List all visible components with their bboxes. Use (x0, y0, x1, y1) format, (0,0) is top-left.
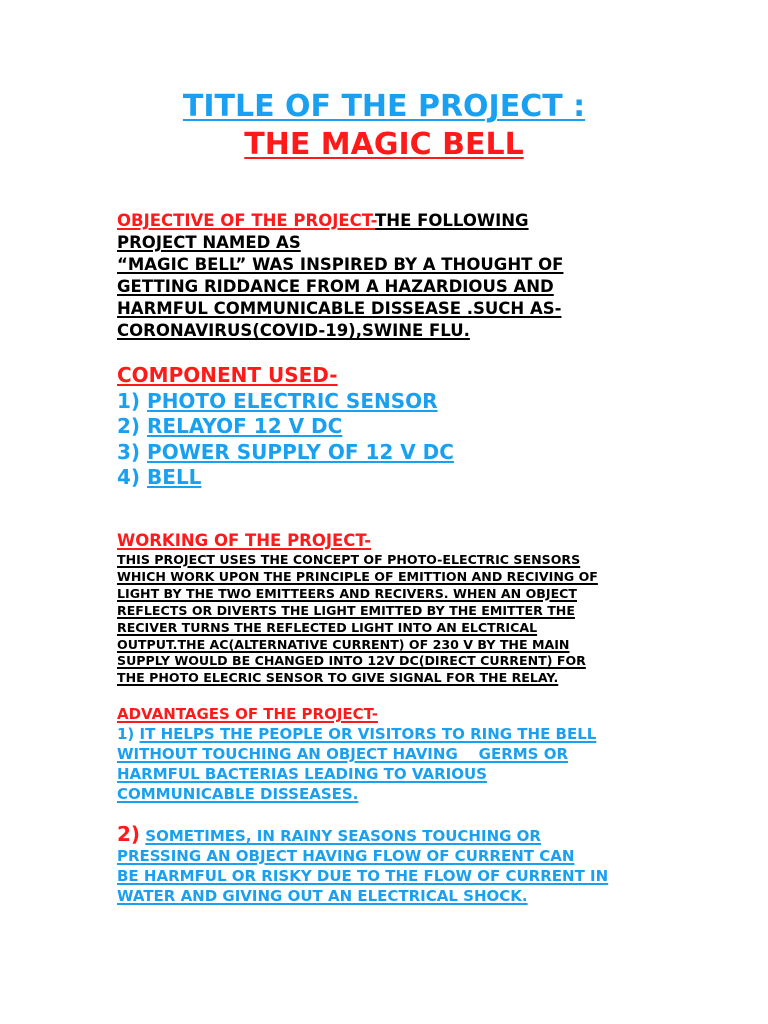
components-heading: COMPONENT USED- (117, 363, 338, 387)
working-text-line: RECIVER TURNS THE REFLECTED LIGHT INTO AN ELCTRICAL (117, 619, 538, 635)
component-item (117, 414, 748, 440)
component-item (117, 465, 748, 491)
advantages-section (117, 704, 748, 804)
working-text-line: LIGHT BY THE TWO EMITTEERS AND RECIVERS. WHEN AN OBJECT (117, 585, 578, 601)
working-text-line: REFLECTS OR DIVERTS THE LIGHT EMITTED BY THE EMITTER THE (117, 602, 575, 618)
working-heading: WORKING OF THE PROJECT- (117, 531, 372, 550)
working-text-line: SUPPLY WOULD BE CHANGED INTO 12V DC(DIRECT CURRENT) FOR (117, 653, 586, 669)
advantage-number: 2) (117, 822, 141, 846)
component-label: BELL (147, 465, 202, 489)
working-text-line: THIS PROJECT USES THE CONCEPT OF PHOTO-ELECTRIC SENSORS (117, 552, 581, 567)
objective-section (117, 210, 748, 342)
advantage-text-line: PRESSING AN OBJECT HAVING FLOW OF CURRENT CAN (117, 847, 575, 865)
objective-text-line: HARMFUL COMMUNICABLE DISSEASE .SUCH AS- (117, 299, 562, 318)
advantage-text-line: WATER AND GIVING OUT AN ELECTRICAL SHOCK. (117, 887, 528, 905)
component-label: PHOTO ELECTRIC SENSOR (147, 388, 438, 413)
advantage-text-line: IT HELPS THE PEOPLE OR VISITORS TO RING THE BELL (139, 725, 597, 743)
component-label: RELAYOF 12 V DC (147, 414, 343, 438)
objective-text-line: PROJECT NAMED AS (117, 233, 301, 252)
advantage-item-2 (117, 824, 748, 906)
component-number: 2) (117, 414, 141, 438)
objective-text-line: THE FOLLOWING (375, 211, 529, 230)
advantage-text-line: BE HARMFUL OR RISKY DUE TO THE FLOW OF CURRENT IN (117, 867, 609, 885)
components-section (117, 363, 748, 491)
title-heading: TITLE OF THE PROJECT : (182, 89, 586, 124)
objective-heading: OBJECTIVE OF THE PROJECT- (117, 211, 376, 230)
working-text-line: OUTPUT.THE AC(ALTERNATIVE CURRENT) OF 230 V BY THE MAIN (117, 636, 570, 652)
advantage-text-line: COMMUNICABLE DISSEASES. (117, 785, 359, 803)
title-block (0, 88, 768, 164)
advantage-number: 1) (117, 725, 135, 743)
advantages-heading: ADVANTAGES OF THE PROJECT- (117, 705, 378, 723)
component-number: 3) (117, 439, 141, 464)
component-item (117, 440, 748, 466)
objective-text-line: CORONAVIRUS(COVID-19),SWINE FLU. (117, 321, 470, 340)
component-item (117, 389, 748, 415)
component-number: 4) (117, 465, 141, 489)
working-text-line: WHICH WORK UPON THE PRINCIPLE OF EMITTION AND RECIVING OF (117, 568, 598, 584)
advantage-text-line: WITHOUT TOUCHING AN OBJECT HAVING GERMS OR (117, 745, 569, 763)
component-number: 1) (117, 388, 141, 413)
advantage-text-line: SOMETIMES, IN RAINY SEASONS TOUCHING OR (145, 827, 541, 845)
advantage-text-line: HARMFUL BACTERIAS LEADING TO VARIOUS (117, 765, 487, 783)
objective-text-line: GETTING RIDDANCE FROM A HAZARDIOUS AND (117, 277, 554, 296)
objective-text-line: “MAGIC BELL” WAS INSPIRED BY A THOUGHT OF (117, 255, 564, 274)
component-label: POWER SUPPLY OF 12 V DC (147, 439, 454, 464)
project-name: THE MAGIC BELL (244, 127, 524, 162)
working-text-line: THE PHOTO ELECRIC SENSOR TO GIVE SIGNAL FOR THE RELAY. (117, 670, 559, 686)
working-section (117, 530, 748, 687)
